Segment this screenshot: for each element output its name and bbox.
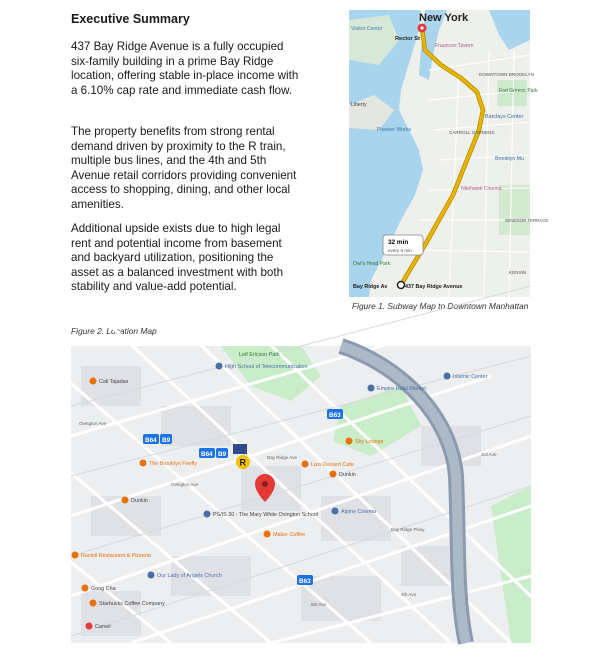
poi-sky-lounge[interactable] <box>346 438 353 445</box>
summary-heading: Executive Summary <box>71 12 190 26</box>
label-fraunces: Fraunces Tavern <box>435 43 474 49</box>
summary-paragraph-3: Additional upside exists due to high legal rent and potential income from basement and backyard utilization, positioning the asset as a balanced investment with both stability and value-add potential. <box>71 222 284 294</box>
bus-label-6: B63 <box>299 578 311 585</box>
location-map[interactable] <box>71 346 531 643</box>
poi-ravioli[interactable] <box>72 552 79 559</box>
post-office-icon <box>233 444 247 454</box>
label-islamic: Islamic Center <box>453 374 488 380</box>
subway-r-label: R <box>239 457 246 468</box>
poi-ps30[interactable] <box>204 511 211 518</box>
label-dunkin-2: Dunkin <box>131 498 148 504</box>
label-carvel: Carvel <box>95 624 111 630</box>
summary-paragraph-1: 437 Bay Ridge Avenue is a fully occupied six-family building in a prime Bay Ridge location, offering stable in-place income with a 6.10% cap rate and immediate cash flow. <box>71 40 299 97</box>
bus-label-4: B9 <box>218 451 227 458</box>
poi-empire-halal[interactable] <box>368 385 375 392</box>
poi-firefly[interactable] <box>140 460 147 467</box>
label-our-lady: Our Lady of Angels Church <box>157 573 222 579</box>
poi-maker[interactable] <box>264 531 271 538</box>
label-visitor: Visitor Center <box>351 26 383 32</box>
label-ravioli: Ravioli Restaurant & Pizzeria <box>81 553 151 559</box>
poi-cali-tajadas[interactable] <box>90 378 97 385</box>
street-5th-ave: 5th Ave <box>311 602 327 607</box>
label-maker: Maker Coffee <box>273 532 306 538</box>
label-owls-head: Owl's Head Park <box>353 261 391 267</box>
poi-our-lady[interactable] <box>148 572 155 579</box>
street-3rd-ave: 3rd Ave <box>481 452 497 457</box>
origin-marker[interactable] <box>398 282 405 289</box>
frequency-text: every 8 min <box>388 248 412 253</box>
label-high-school: High School of Telecommunication <box>225 364 308 370</box>
poi-alpine[interactable] <box>332 508 339 515</box>
label-liberty: Liberty <box>351 102 367 108</box>
poi-liza-dessert[interactable] <box>302 461 309 468</box>
label-barclays: Barclays Center <box>485 114 524 120</box>
label-carroll: CARROLL GARDENS <box>449 130 495 135</box>
poi-starbucks[interactable] <box>90 600 97 607</box>
summary-paragraph-2: The property benefits from strong rental demand driven by proximity to the R train, multiple bus lines, and the 4th and 5th Avenue retail corridors providing convenient access to shopping, dining, and other local amenities. <box>71 125 297 211</box>
property-pin-dot <box>262 481 268 487</box>
label-cali: Cali Tajadas <box>99 379 129 385</box>
label-alpine: Alpine Cinema <box>341 509 377 515</box>
label-new-york: New York <box>419 12 469 24</box>
bus-label-3: B64 <box>201 451 213 458</box>
prospect-park <box>499 185 530 235</box>
label-liza: Liza Dessert Cafe <box>311 462 354 468</box>
label-nitehawk: Nitehawk Cinema <box>461 186 502 192</box>
subway-map[interactable] <box>349 10 549 297</box>
street-bay-ridge-pkwy: Bay Ridge Pkwy <box>391 527 425 532</box>
label-rector-st: Rector St <box>395 36 420 42</box>
bus-label-1: B64 <box>145 437 157 444</box>
figure2-caption: Figure 2. Location Map <box>71 326 157 336</box>
poi-dunkin-2[interactable] <box>122 497 129 504</box>
street-4th-ave: 4th Ave <box>401 592 417 597</box>
label-empire: Empire Halal Market <box>377 386 426 392</box>
label-address: 437 Bay Ridge Avenue <box>405 284 463 290</box>
poi-high-school[interactable] <box>216 363 223 370</box>
label-sky: Sky Lounge <box>355 439 384 445</box>
bus-label-2: B9 <box>162 437 171 444</box>
label-windsor: WINDSOR TERRACE <box>505 218 549 223</box>
poi-carvel[interactable] <box>86 623 93 630</box>
duration-text: 32 min <box>388 239 409 246</box>
label-gong-cha: Gong Cha <box>91 586 116 592</box>
label-brooklyn-mu: Brooklyn Mu <box>495 156 524 162</box>
label-ps30: PS/IS 30 - The Mary White Ovington School <box>213 512 319 518</box>
label-kensington: KENSIN <box>509 270 527 275</box>
label-pioneer: Pioneer Works <box>377 127 411 133</box>
poi-gong-cha[interactable] <box>82 585 89 592</box>
street-ovington-2: Ovington Ave <box>171 482 199 487</box>
label-fort-greene: Fort Greene Park <box>499 88 538 94</box>
street-ovington-1: Ovington Ave <box>79 421 107 426</box>
street-bay-ridge-ave: Bay Ridge Ave <box>267 455 298 460</box>
label-leif: Leif Ericson Park <box>239 352 280 358</box>
label-downtown: DOWNTOWN BROOKLYN <box>479 72 534 77</box>
label-firefly: The Brooklyn Firefly <box>149 461 197 467</box>
poi-dunkin-1[interactable] <box>330 471 337 478</box>
label-dunkin-1: Dunkin <box>339 472 356 478</box>
figure1-caption: Figure 1. Subway Map to Downtown Manhattan <box>352 301 529 311</box>
label-starbucks: Starbucks Coffee Company <box>99 601 165 607</box>
destination-pin-dot <box>420 26 423 29</box>
bus-label-5: B63 <box>329 412 341 419</box>
poi-islamic-center[interactable] <box>444 373 451 380</box>
label-bay-ridge-av: Bay Ridge Av <box>353 284 388 290</box>
